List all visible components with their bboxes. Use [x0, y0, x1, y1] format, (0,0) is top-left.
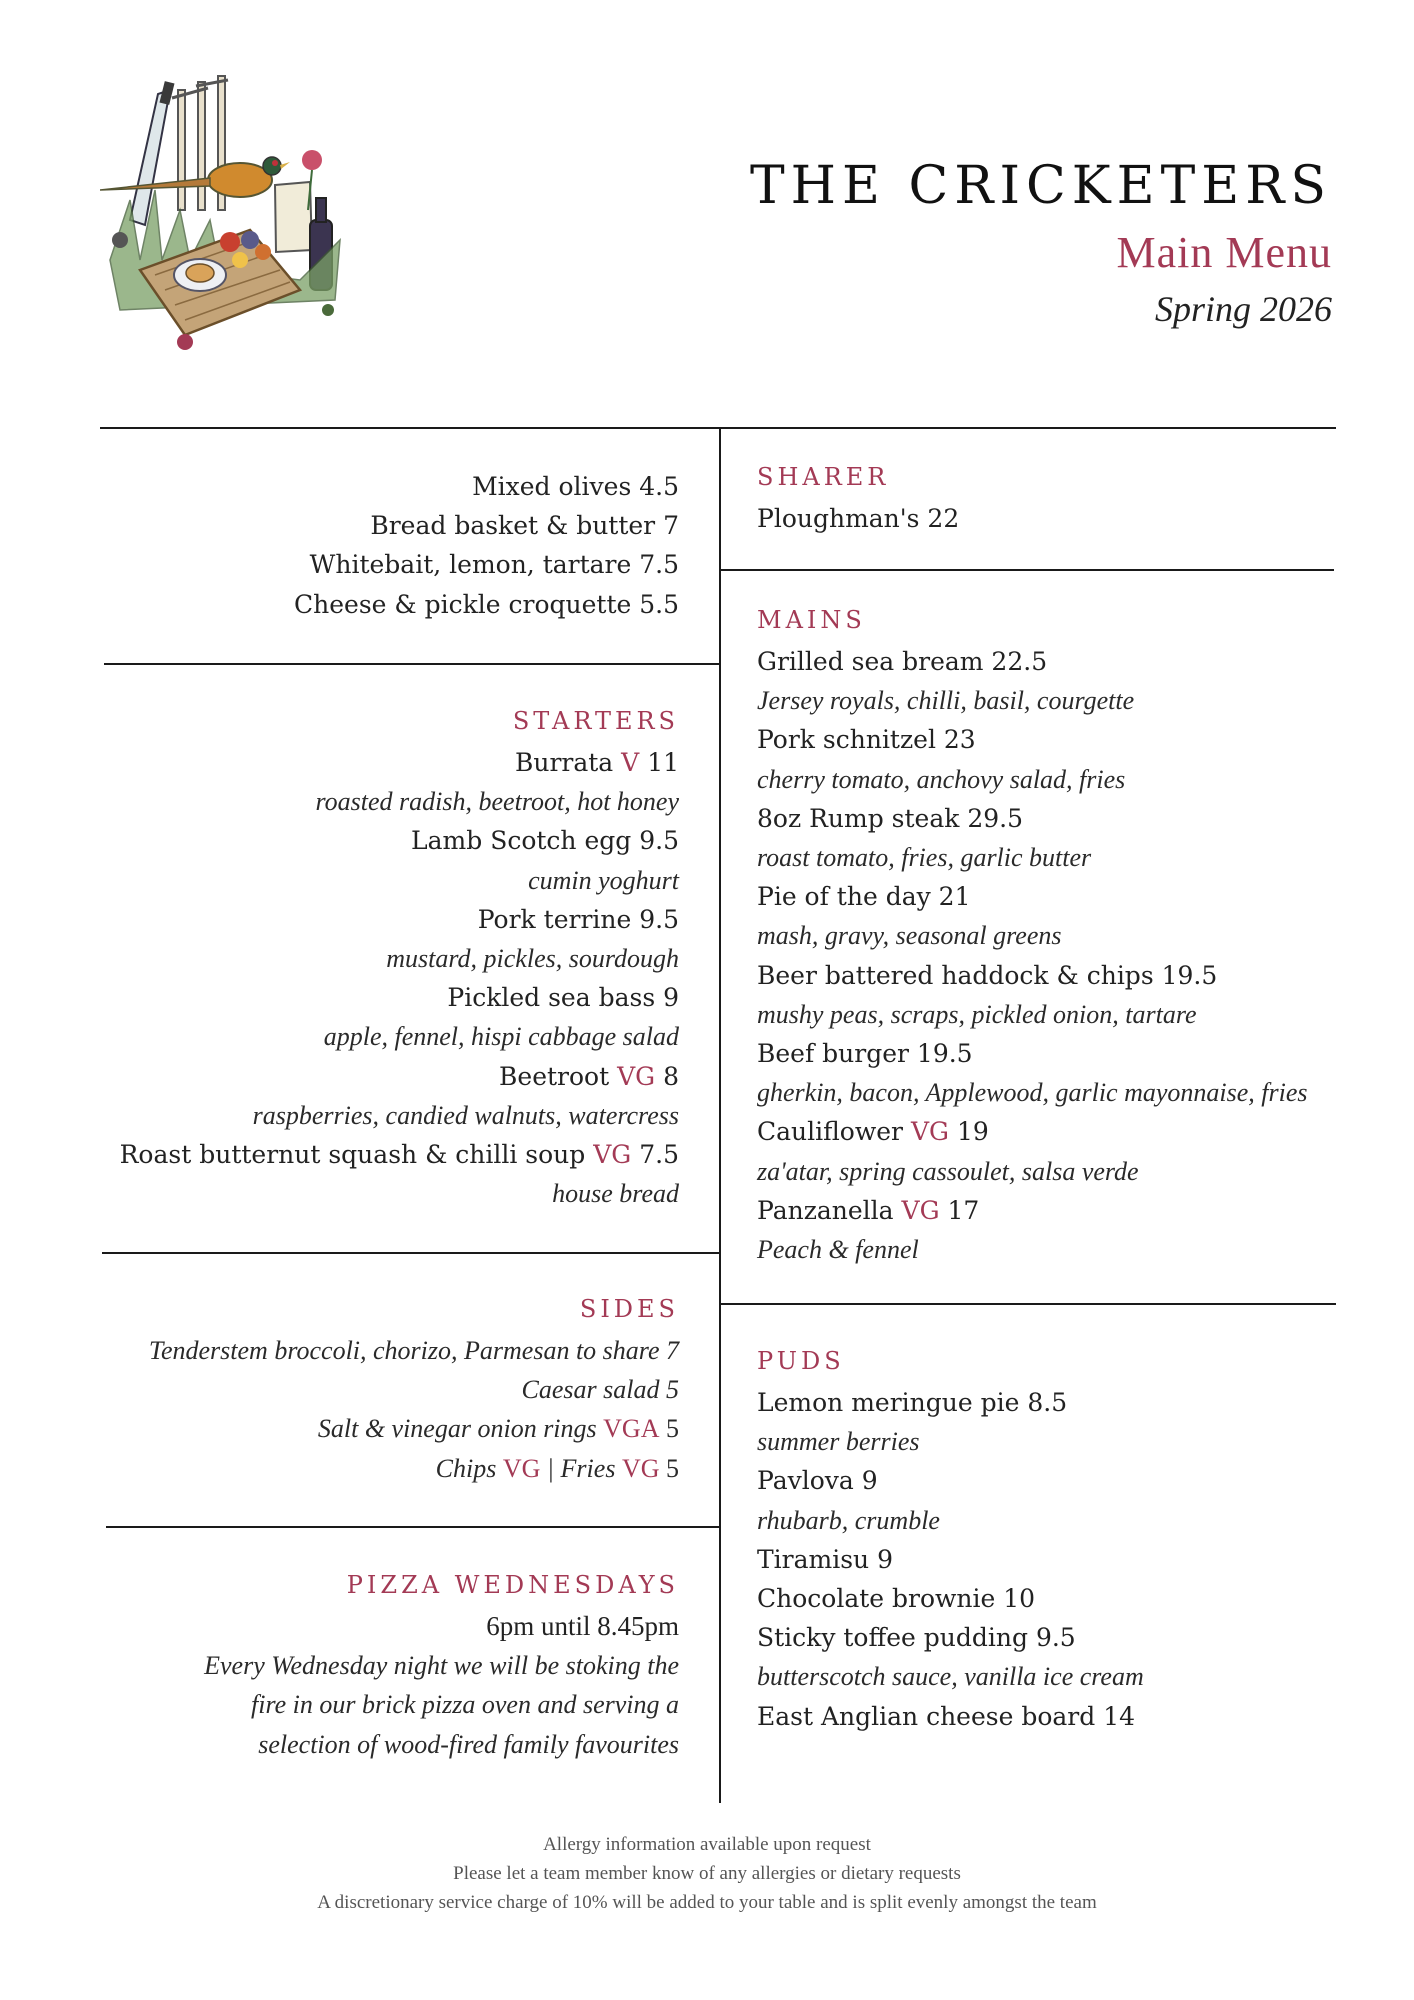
pud-item: Pavlova 9 [757, 1466, 878, 1496]
main-description: gherkin, bacon, Applewood, garlic mayonnaise, fries [757, 1078, 1308, 1108]
main-item: Grilled sea bream 22.5 Jersey royals, chilli, basil, courgette [757, 642, 1308, 720]
starter-description: apple, fennel, hispi cabbage salad [323, 1022, 679, 1052]
pizza-time: 6pm until 8.45pm [486, 1611, 679, 1641]
starter-item: Beetroot VG 8 raspberries, candied walnuts, watercress [120, 1057, 679, 1135]
puds-section [757, 1343, 1144, 1736]
title-block [750, 158, 1332, 330]
starter-description: raspberries, candied walnuts, watercress [252, 1100, 679, 1130]
pud-description: summer berries [757, 1427, 920, 1457]
main-item: Cauliflower VG 19 za'atar, spring cassoulet, salsa verde [757, 1112, 1308, 1190]
mains-section [757, 602, 1308, 1269]
main-description: mushy peas, scraps, pickled onion, tartare [757, 999, 1197, 1029]
pud-description: butterscotch sauce, vanilla ice cream [757, 1662, 1144, 1692]
side-item: Caesar salad 5 [521, 1375, 679, 1405]
starter-description: house bread [552, 1179, 679, 1209]
vegan-tag: VG [910, 1117, 949, 1147]
top-rule [100, 427, 1336, 429]
cricket-picnic-illustration [100, 70, 355, 355]
pud-description: rhubarb, crumble [757, 1505, 940, 1535]
pud-item: Tiramisu 9 [757, 1544, 894, 1574]
nibble-item: Mixed olives 4.5 [472, 472, 679, 501]
nibble-item: Whitebait, lemon, tartare 7.5 [309, 550, 679, 580]
side-item: Chips VG | Fries VG 5 [435, 1453, 679, 1483]
vegan-tag: VG [621, 1453, 660, 1483]
service-charge-note: A discretionary service charge of 10% will be added to your table and is split evenly amongst the team [317, 1892, 1097, 1913]
pizza-description-line: fire in our brick pizza oven and serving a [251, 1690, 679, 1720]
sharer-item: Ploughman's 22 [757, 504, 960, 533]
main-description: cherry tomato, anchovy salad, fries [757, 764, 1126, 794]
main-item: 8oz Rump steak 29.5 roast tomato, fries, garlic butter [757, 799, 1308, 877]
starter-item: Burrata V 11 roasted radish, beetroot, hot honey [120, 743, 679, 821]
puds-heading: PUDS [757, 1347, 845, 1375]
vegetarian-tag: V [621, 748, 640, 777]
vegan-tag: VG [617, 1061, 656, 1091]
season-label: Spring 2026 [1154, 288, 1332, 329]
sides-heading: SIDES [579, 1295, 679, 1323]
starter-item: Roast butternut squash & chilli soup VG 7.5 house bread [120, 1135, 679, 1213]
nibbles-section [294, 467, 679, 624]
starter-item: Lamb Scotch egg 9.5 cumin yoghurt [120, 821, 679, 899]
pizza-description-line: selection of wood-fired family favourites [258, 1729, 679, 1759]
nibble-item: Bread basket & butter 7 [370, 511, 679, 541]
main-item: Pork schnitzel 23 cherry tomato, anchovy salad, fries [757, 720, 1308, 798]
pud-item: East Anglian cheese board 14 [757, 1701, 1136, 1731]
sharer-section [757, 459, 959, 538]
pud-item: Sticky toffee pudding 9.5 [757, 1623, 1076, 1653]
main-description: roast tomato, fries, garlic butter [757, 843, 1092, 873]
starters-section [120, 703, 679, 1213]
starter-item: Pickled sea bass 9 apple, fennel, hispi cabbage salad [120, 978, 679, 1056]
sides-section [149, 1291, 679, 1488]
main-description: mash, gravy, seasonal greens [757, 921, 1062, 951]
mains-heading: MAINS [757, 606, 866, 634]
starter-item: Pork terrine 9.5 mustard, pickles, sourdough [120, 900, 679, 978]
main-description: Jersey royals, chilli, basil, courgette [757, 686, 1135, 716]
main-description: Peach & fennel [757, 1235, 919, 1265]
column-divider [719, 427, 721, 1803]
main-item: Beef burger 19.5 gherkin, bacon, Applewood, garlic mayonnaise, fries [757, 1034, 1308, 1112]
pizza-heading: PIZZA WEDNESDAYS [346, 1571, 679, 1599]
starter-description: mustard, pickles, sourdough [386, 944, 679, 974]
rule-left-3 [106, 1526, 720, 1528]
restaurant-name: THE CRICKETERS [749, 156, 1332, 216]
pizza-section [204, 1567, 679, 1764]
starters-heading: STARTERS [512, 707, 679, 735]
side-item: Salt & vinegar onion rings VGA 5 [317, 1414, 679, 1444]
sharer-heading: SHARER [757, 463, 890, 491]
allergy-note: Allergy information available upon request [543, 1834, 871, 1855]
vegan-tag: VG [593, 1140, 632, 1170]
pud-item: Chocolate brownie 10 [757, 1584, 1036, 1614]
rule-left-1 [104, 663, 720, 665]
menu-name: Main Menu [1116, 228, 1332, 278]
vegan-tag: VG [502, 1453, 541, 1483]
main-item: Panzanella VG 17 Peach & fennel [757, 1191, 1308, 1269]
footer-notes [0, 1830, 1414, 1917]
rule-left-2 [102, 1252, 720, 1254]
rule-right-2 [720, 1303, 1336, 1305]
main-item: Beer battered haddock & chips 19.5 mushy peas, scraps, pickled onion, tartare [757, 956, 1308, 1034]
main-description: za'atar, spring cassoulet, salsa verde [757, 1156, 1139, 1186]
dietary-note: Please let a team member know of any allergies or dietary requests [453, 1863, 961, 1884]
pizza-description-line: Every Wednesday night we will be stoking the [204, 1651, 679, 1681]
pud-item: Lemon meringue pie 8.5 [757, 1388, 1068, 1417]
vegan-adaptable-tag: VGA [603, 1414, 660, 1444]
main-item: Pie of the day 21 mash, gravy, seasonal greens [757, 877, 1308, 955]
rule-right-1 [720, 569, 1334, 571]
nibble-item: Cheese & pickle croquette 5.5 [294, 589, 679, 619]
side-item: Tenderstem broccoli, chorizo, Parmesan to share 7 [148, 1336, 679, 1365]
starter-description: cumin yoghurt [528, 865, 679, 895]
starter-description: roasted radish, beetroot, hot honey [315, 787, 679, 817]
vegan-tag: VG [901, 1195, 940, 1225]
